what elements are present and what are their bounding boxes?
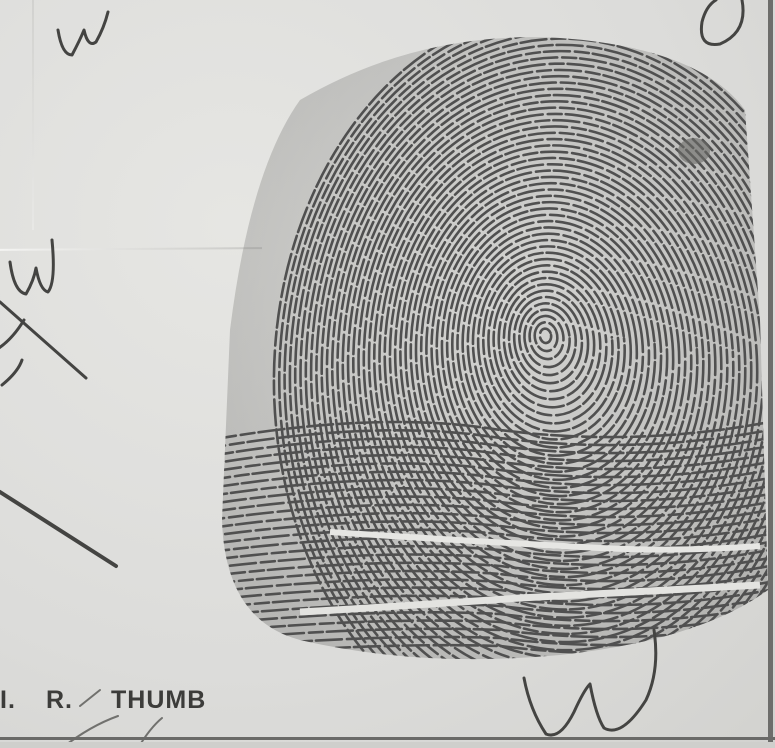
label-finger: THUMB [111,686,207,714]
card-edge [0,742,775,748]
box-border-bottom [0,737,775,740]
box-border-right [768,0,773,748]
label-hand: I. [0,686,16,714]
label-side: R. [46,686,73,714]
